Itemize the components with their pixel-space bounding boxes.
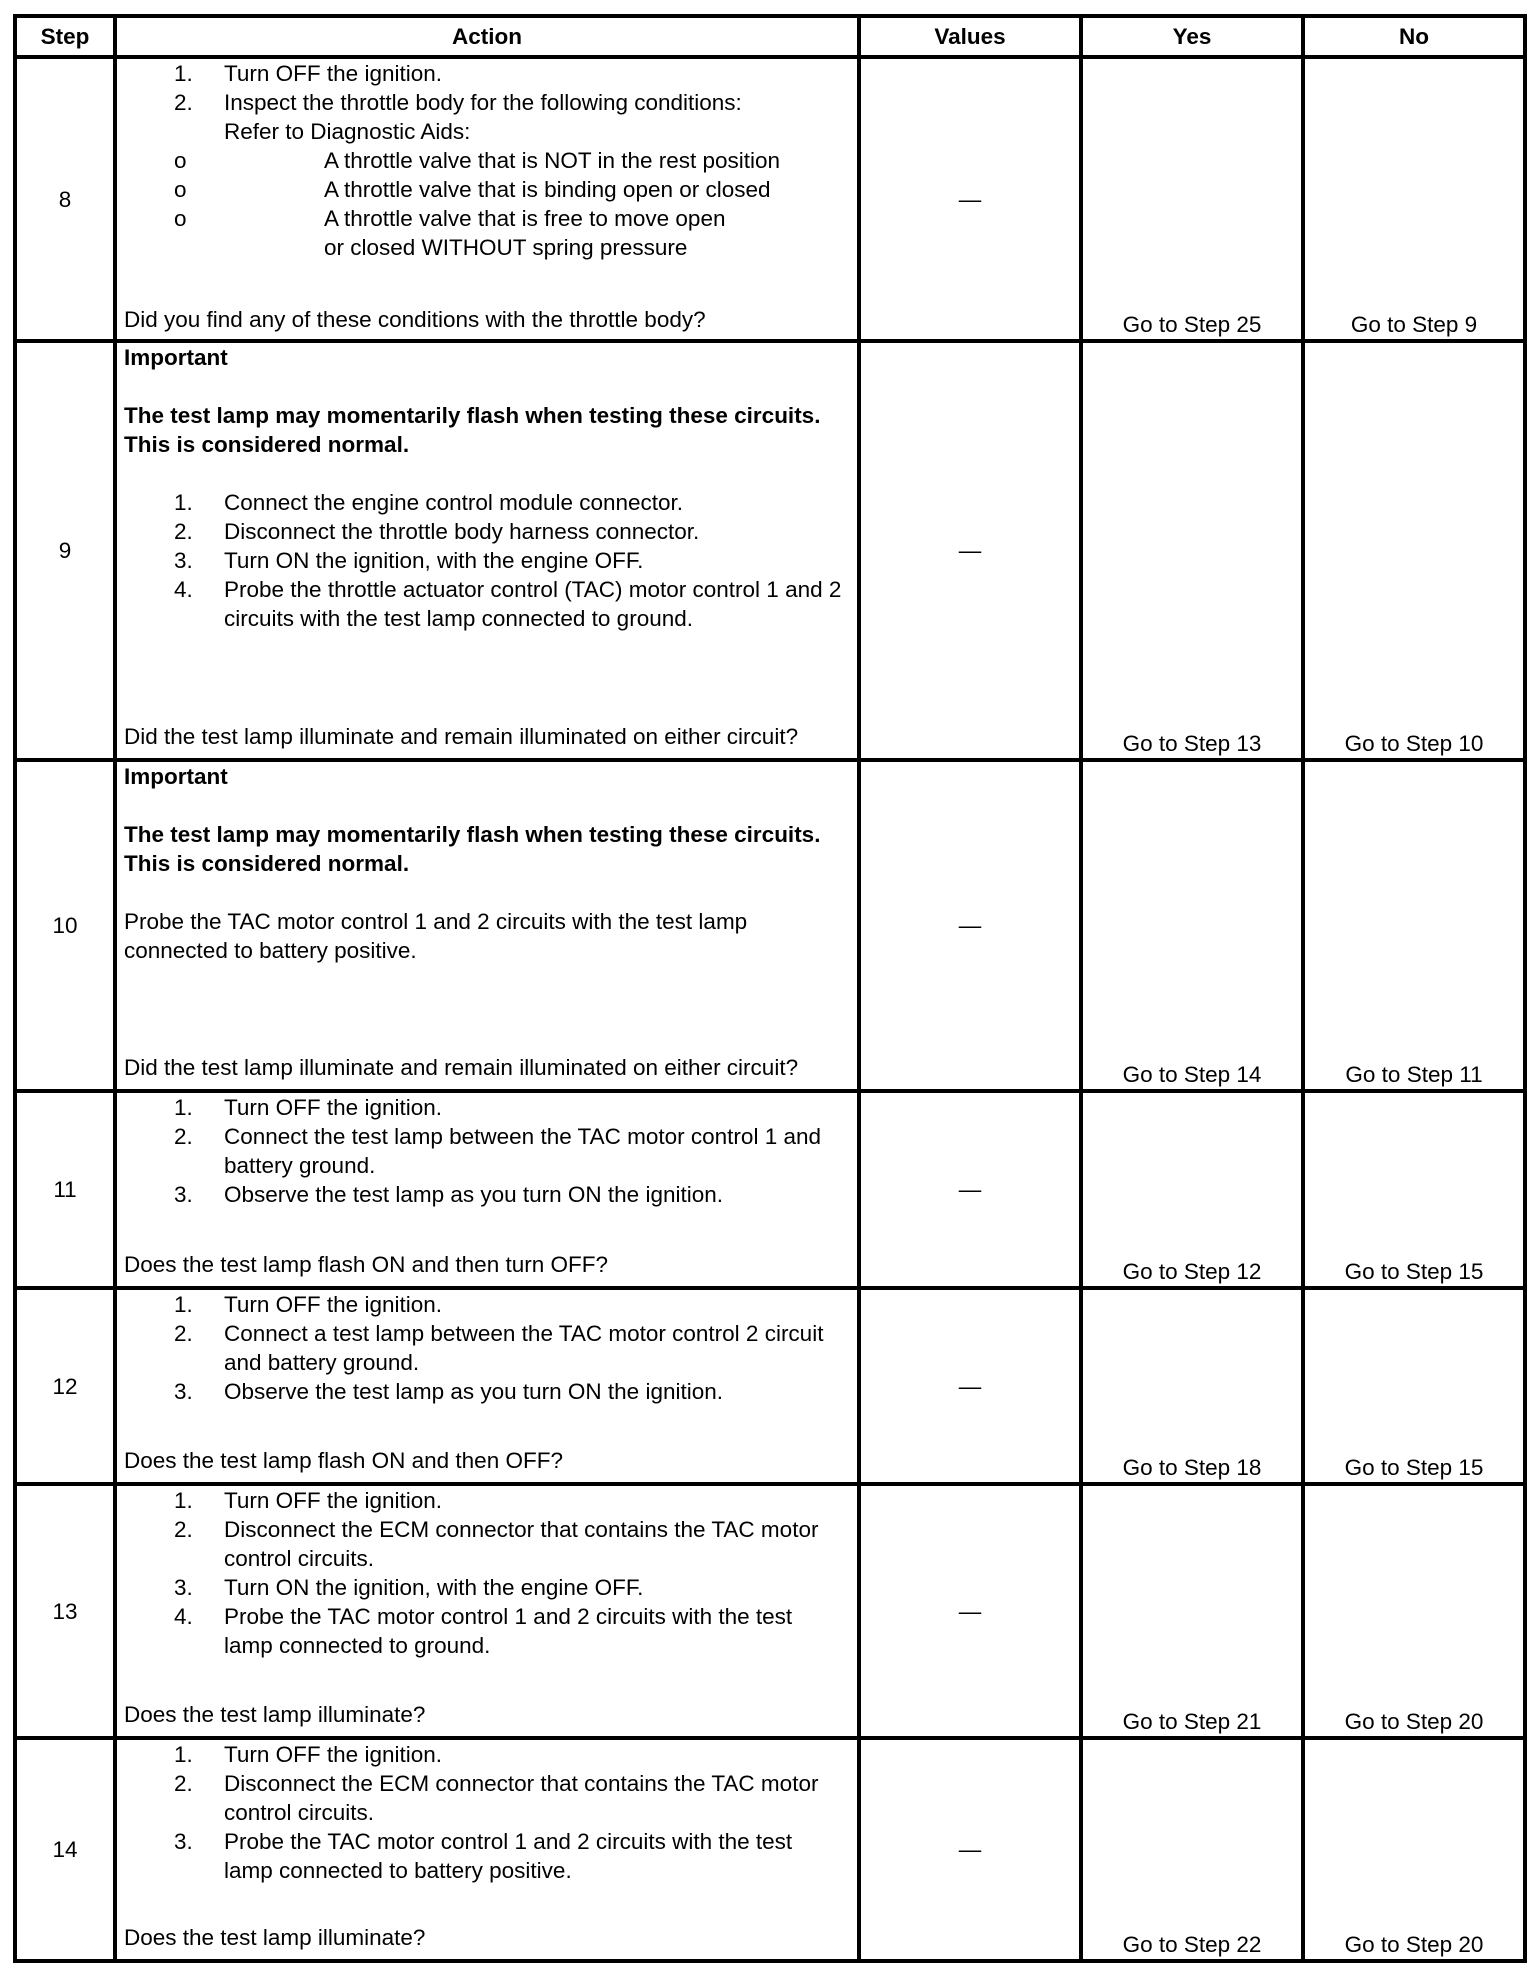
important-label: Important: [124, 764, 228, 789]
action-cell: [115, 1091, 859, 1288]
diagnostic-table: [13, 14, 1527, 1963]
step-text: Connect a test lamp between the TAC motor control 2 circuit and battery ground.: [224, 1321, 824, 1375]
list-item: 1. Turn OFF the ignition.: [174, 1488, 443, 1513]
values-cell: [859, 1091, 1081, 1288]
yes-cell: Go to Step 22: [1081, 1738, 1303, 1961]
step-text: Probe the throttle actuator control (TAC) motor control 1 and 2 circuits with the test lamp connected to ground.: [224, 577, 842, 631]
condition-text: A throttle valve that is NOT in the rest position: [324, 148, 781, 173]
no-cell: Go to Step 20: [1303, 1738, 1525, 1961]
step-text: Connect the engine control module connector.: [224, 490, 684, 515]
action-cell: [115, 760, 859, 1091]
list-item: 3. Observe the test lamp as you turn ON the ignition.: [174, 1379, 723, 1404]
yes-cell: Go to Step 21: [1081, 1484, 1303, 1738]
no-cell: Go to Step 15: [1303, 1288, 1525, 1484]
list-item: [124, 204, 850, 262]
list-item: 2. Disconnect the ECM connector that contains the TAC motor control circuits.: [124, 1515, 850, 1573]
values-cell: [859, 341, 1081, 760]
step-number: 11: [15, 1091, 115, 1288]
action-steps: [124, 1290, 850, 1406]
action-cell: [115, 57, 859, 341]
action-steps: [124, 488, 850, 633]
values-cell: [859, 760, 1081, 1091]
list-item: 2. Disconnect the throttle body harness connector.: [174, 519, 700, 544]
header-no: No: [1303, 16, 1525, 57]
condition-list: [124, 146, 850, 262]
sub-intro: Refer to Diagnostic Aids:: [224, 119, 471, 144]
step-text: Turn ON the ignition, with the engine OFF.: [224, 548, 644, 573]
action-steps: [124, 1740, 850, 1885]
list-item: 1. Turn OFF the ignition.: [174, 1742, 443, 1767]
step-text: Probe the TAC motor control 1 and 2 circuits with the test lamp connected to battery positive.: [224, 1829, 793, 1883]
action-cell: [115, 341, 859, 760]
yes-cell: Go to Step 18: [1081, 1288, 1303, 1484]
header-action: Action: [115, 16, 859, 57]
action-cell: [115, 1738, 859, 1961]
step-number: 12: [15, 1288, 115, 1484]
bullet-icon: o: [174, 206, 187, 231]
action-cell: [115, 1484, 859, 1738]
values-cell: [859, 57, 1081, 341]
list-item: 1. Turn OFF the ignition.: [174, 61, 443, 86]
step-text: Observe the test lamp as you turn ON the ignition.: [224, 1379, 723, 1404]
list-item: 4. Probe the throttle actuator control (TAC) motor control 1 and 2 circuits with the test lamp connected to ground.: [174, 577, 842, 631]
values-cell: [859, 1288, 1081, 1484]
bullet-icon: o: [174, 148, 187, 173]
values-cell: [859, 1738, 1081, 1961]
step-text: Disconnect the ECM connector that contains the TAC motor control circuits.: [224, 1517, 819, 1571]
table-row-step-14: [15, 1738, 1525, 1961]
table-row-step-10: [15, 760, 1525, 1091]
no-cell: Go to Step 10: [1303, 341, 1525, 760]
yes-cell: Go to Step 12: [1081, 1091, 1303, 1288]
step-text: Turn ON the ignition, with the engine OFF.: [224, 1575, 644, 1600]
step-text: Disconnect the throttle body harness connector.: [224, 519, 700, 544]
list-item: 2. Inspect the throttle body for the following conditions: Refer to Diagnostic Aids: o A throttle valve that is NOT in the rest position o A throttle valve that is binding open or closed o A throttle valve that is free to move open or closed WITHOUT spring pressure: [124, 88, 850, 262]
action-steps: [124, 1093, 850, 1209]
values-cell: [859, 1484, 1081, 1738]
table-row-step-13: [15, 1484, 1525, 1738]
list-item: 2. Connect a test lamp between the TAC motor control 2 circuit and battery ground.: [124, 1319, 850, 1377]
value-dash: —: [958, 1373, 982, 1399]
action-steps: [124, 59, 850, 262]
header-step: Step: [15, 16, 115, 57]
table-row-step-8: [15, 57, 1525, 341]
important-label: Important: [124, 345, 228, 370]
list-item: 2. Connect the test lamp between the TAC motor control 1 and battery ground.: [124, 1122, 850, 1180]
step-text: Turn OFF the ignition.: [224, 1292, 443, 1317]
value-dash: —: [958, 186, 982, 212]
list-item: 3. Turn ON the ignition, with the engine OFF.: [174, 548, 644, 573]
no-cell: Go to Step 20: [1303, 1484, 1525, 1738]
important-note: The test lamp may momentarily flash when testing these circuits. This is considered normal.: [124, 822, 821, 876]
header-values: Values: [859, 16, 1081, 57]
question-text: Does the test lamp illuminate?: [124, 1702, 426, 1727]
list-item: 3. Observe the test lamp as you turn ON the ignition.: [174, 1182, 723, 1207]
list-item: 3. Probe the TAC motor control 1 and 2 circuits with the test lamp connected to battery positive.: [124, 1827, 850, 1885]
value-dash: —: [958, 1598, 982, 1624]
question-text: Did the test lamp illuminate and remain illuminated on either circuit?: [124, 1055, 799, 1080]
yes-cell: Go to Step 25: [1081, 57, 1303, 341]
step-text: Connect the test lamp between the TAC motor control 1 and battery ground.: [224, 1124, 821, 1178]
step-text: Observe the test lamp as you turn ON the ignition.: [224, 1182, 723, 1207]
table-row-step-12: [15, 1288, 1525, 1484]
value-dash: —: [958, 913, 982, 938]
condition-text: A throttle valve that is free to move open or closed WITHOUT spring pressure: [324, 206, 726, 260]
action-cell: [115, 1288, 859, 1484]
question-text: Does the test lamp flash ON and then OFF?: [124, 1448, 563, 1473]
step-text: Turn OFF the ignition.: [224, 1742, 443, 1767]
step-number: 9: [15, 341, 115, 760]
step-number: 8: [15, 57, 115, 341]
value-dash: —: [958, 1177, 982, 1202]
step-number: 13: [15, 1484, 115, 1738]
header-row: [15, 16, 1525, 57]
table-row-step-9: [15, 341, 1525, 760]
action-paragraph: Probe the TAC motor control 1 and 2 circuits with the test lamp connected to battery positive.: [124, 909, 748, 963]
question-text: Did the test lamp illuminate and remain illuminated on either circuit?: [124, 724, 799, 749]
condition-text: A throttle valve that is binding open or closed: [324, 177, 771, 202]
yes-cell: Go to Step 13: [1081, 341, 1303, 760]
step-number: 14: [15, 1738, 115, 1961]
step-text: Probe the TAC motor control 1 and 2 circuits with the test lamp connected to ground.: [224, 1604, 793, 1658]
no-cell: Go to Step 11: [1303, 760, 1525, 1091]
list-item: 2. Disconnect the ECM connector that contains the TAC motor control circuits.: [124, 1769, 850, 1827]
question-text: Does the test lamp flash ON and then turn OFF?: [124, 1252, 608, 1277]
action-steps: [124, 1486, 850, 1660]
yes-cell: Go to Step 14: [1081, 760, 1303, 1091]
step-number: 10: [15, 760, 115, 1091]
step-text: Turn OFF the ignition.: [224, 1095, 443, 1120]
list-item: 1. Connect the engine control module connector.: [174, 490, 684, 515]
important-note: The test lamp may momentarily flash when testing these circuits. This is considered normal.: [124, 403, 821, 457]
list-item: [124, 146, 850, 175]
question-text: Does the test lamp illuminate?: [124, 1925, 426, 1950]
list-item: [124, 175, 850, 204]
list-item: 1. Turn OFF the ignition.: [174, 1095, 443, 1120]
list-item: 1. Turn OFF the ignition.: [174, 1292, 443, 1317]
bullet-icon: o: [174, 177, 187, 202]
table-row-step-11: [15, 1091, 1525, 1288]
step-text: Turn OFF the ignition.: [224, 1488, 443, 1513]
step-text: Disconnect the ECM connector that contains the TAC motor control circuits.: [224, 1771, 819, 1825]
list-item: 3. Turn ON the ignition, with the engine OFF.: [174, 1575, 644, 1600]
no-cell: Go to Step 15: [1303, 1091, 1525, 1288]
value-dash: —: [958, 538, 982, 563]
question-text: Did you find any of these conditions with the throttle body?: [124, 307, 706, 332]
value-dash: —: [958, 1837, 982, 1862]
list-item: 4. Probe the TAC motor control 1 and 2 circuits with the test lamp connected to ground.: [124, 1602, 850, 1660]
header-yes: Yes: [1081, 16, 1303, 57]
step-text: Turn OFF the ignition.: [224, 61, 443, 86]
step-text: Inspect the throttle body for the following conditions:: [224, 90, 742, 115]
no-cell: Go to Step 9: [1303, 57, 1525, 341]
